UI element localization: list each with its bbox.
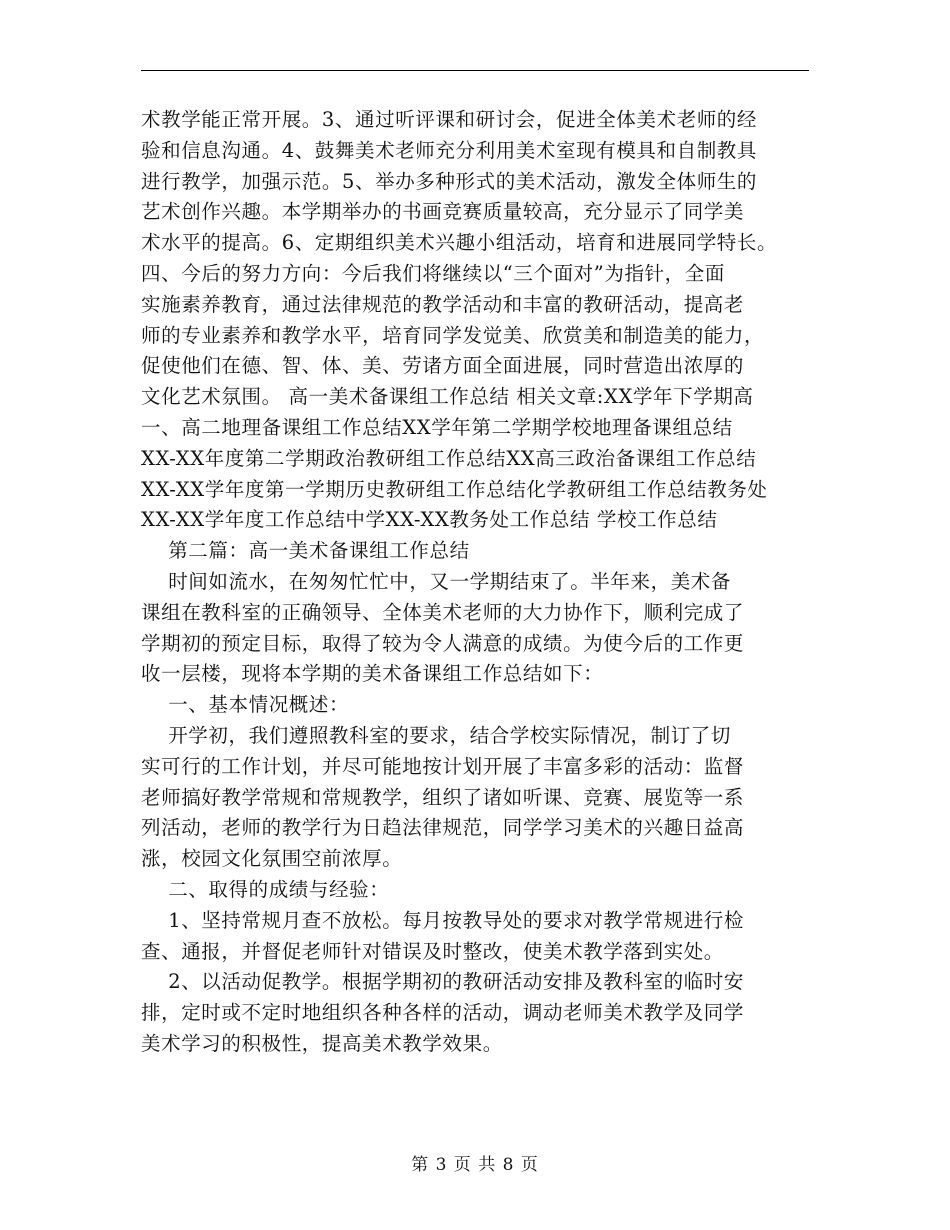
paragraph-start: 1、坚持常规月查不放松。每月按教导处的要求对教学常规进行检 [141, 908, 745, 932]
text-line: 四、今后的努力方向：今后我们将继续以“三个面对”为指针，全面 [141, 261, 725, 285]
text-line: 课组在教科室的正确领导、全体美术老师的大力协作下，顺利完成了 [141, 600, 745, 624]
paragraph-start: 2、以活动促教学。根据学期初的教研活动安排及教科室的临时安 [141, 970, 745, 994]
paragraph-start: 时间如流水，在匆匆忙忙中，又一学期结束了。半年来，美术备 [141, 569, 731, 593]
text-line: 一、高二地理备课组工作总结XX学年第二学期学校地理备课组总结 [141, 415, 733, 439]
text-line: 实施素养教育，通过法律规范的教学活动和丰富的教研活动，提高老 [141, 292, 745, 316]
subsection-heading: 一、基本情况概述： [141, 693, 350, 717]
text-line: 学期初的预定目标，取得了较为令人满意的成绩。为使今后的工作更 [141, 631, 745, 655]
text-line: 实可行的工作计划，并尽可能地按计划开展了丰富多彩的活动：监督 [141, 754, 745, 778]
text-line: XX-XX学年度第一学期历史教研组工作总结化学教研组工作总结教务处 [141, 477, 768, 501]
text-line: 术教学能正常开展。3、通过听评课和研讨会，促进全体美术老师的经 [141, 108, 758, 131]
text-line: XX-XX年度第二学期政治教研组工作总结XX高三政治备课组工作总结 [141, 446, 757, 470]
text-line: 验和信息沟通。4、鼓舞美术老师充分利用美术室现有模具和自制教具 [141, 138, 758, 162]
page-number-footer: 第 3 页 共 8 页 [411, 1155, 539, 1175]
subsection-heading: 二、取得的成绩与经验： [141, 877, 390, 901]
header-rule [141, 70, 809, 71]
text-line: 收一层楼，现将本学期的美术备课组工作总结如下： [141, 662, 604, 686]
text-line: 涨，校园文化氛围空前浓厚。 [141, 847, 403, 871]
section-heading: 第二篇：高一美术备课组工作总结 [141, 539, 470, 563]
text-line: 查、通报，并督促老师针对错误及时整改，使美术教学落到实处。 [141, 939, 724, 963]
text-line: XX-XX学年度工作总结中学XX-XX教务处工作总结 学校工作总结 [141, 508, 718, 532]
text-line: 文化艺术氛围。 高一美术备课组工作总结 相关文章:XX学年下学期高 [141, 385, 754, 409]
text-line: 排，定时或不定时地组织各种各样的活动，调动老师美术教学及同学 [141, 1001, 745, 1025]
text-line: 师的专业素养和教学水平，培育同学发觉美、欣赏美和制造美的能力， [141, 323, 765, 347]
paragraph-start: 开学初，我们遵照教科室的要求，结合学校实际情况，制订了切 [141, 723, 731, 747]
text-line: 艺术创作兴趣。本学期举办的书画竞赛质量较高，充分显示了同学美 [141, 200, 745, 224]
text-line: 老师搞好教学常规和常规教学，组织了诸如听课、竞赛、展览等一系 [141, 785, 745, 809]
text-line: 美术学习的积极性，提高美术教学效果。 [141, 1031, 503, 1055]
text-line: 列活动，老师的教学行为日趋法律规范，同学学习美术的兴趣日益高 [141, 816, 745, 840]
text-line: 进行教学，加强示范。5、举办多种形式的美术活动，激发全体师生的 [141, 169, 758, 193]
document-body [141, 105, 821, 1060]
text-line: 促使他们在德、智、体、美、劳诸方面全面进展，同时营造出浓厚的 [141, 354, 745, 378]
text-line: 术水平的提高。6、定期组织美术兴趣小组活动，培育和进展同学特长。 [141, 231, 778, 255]
